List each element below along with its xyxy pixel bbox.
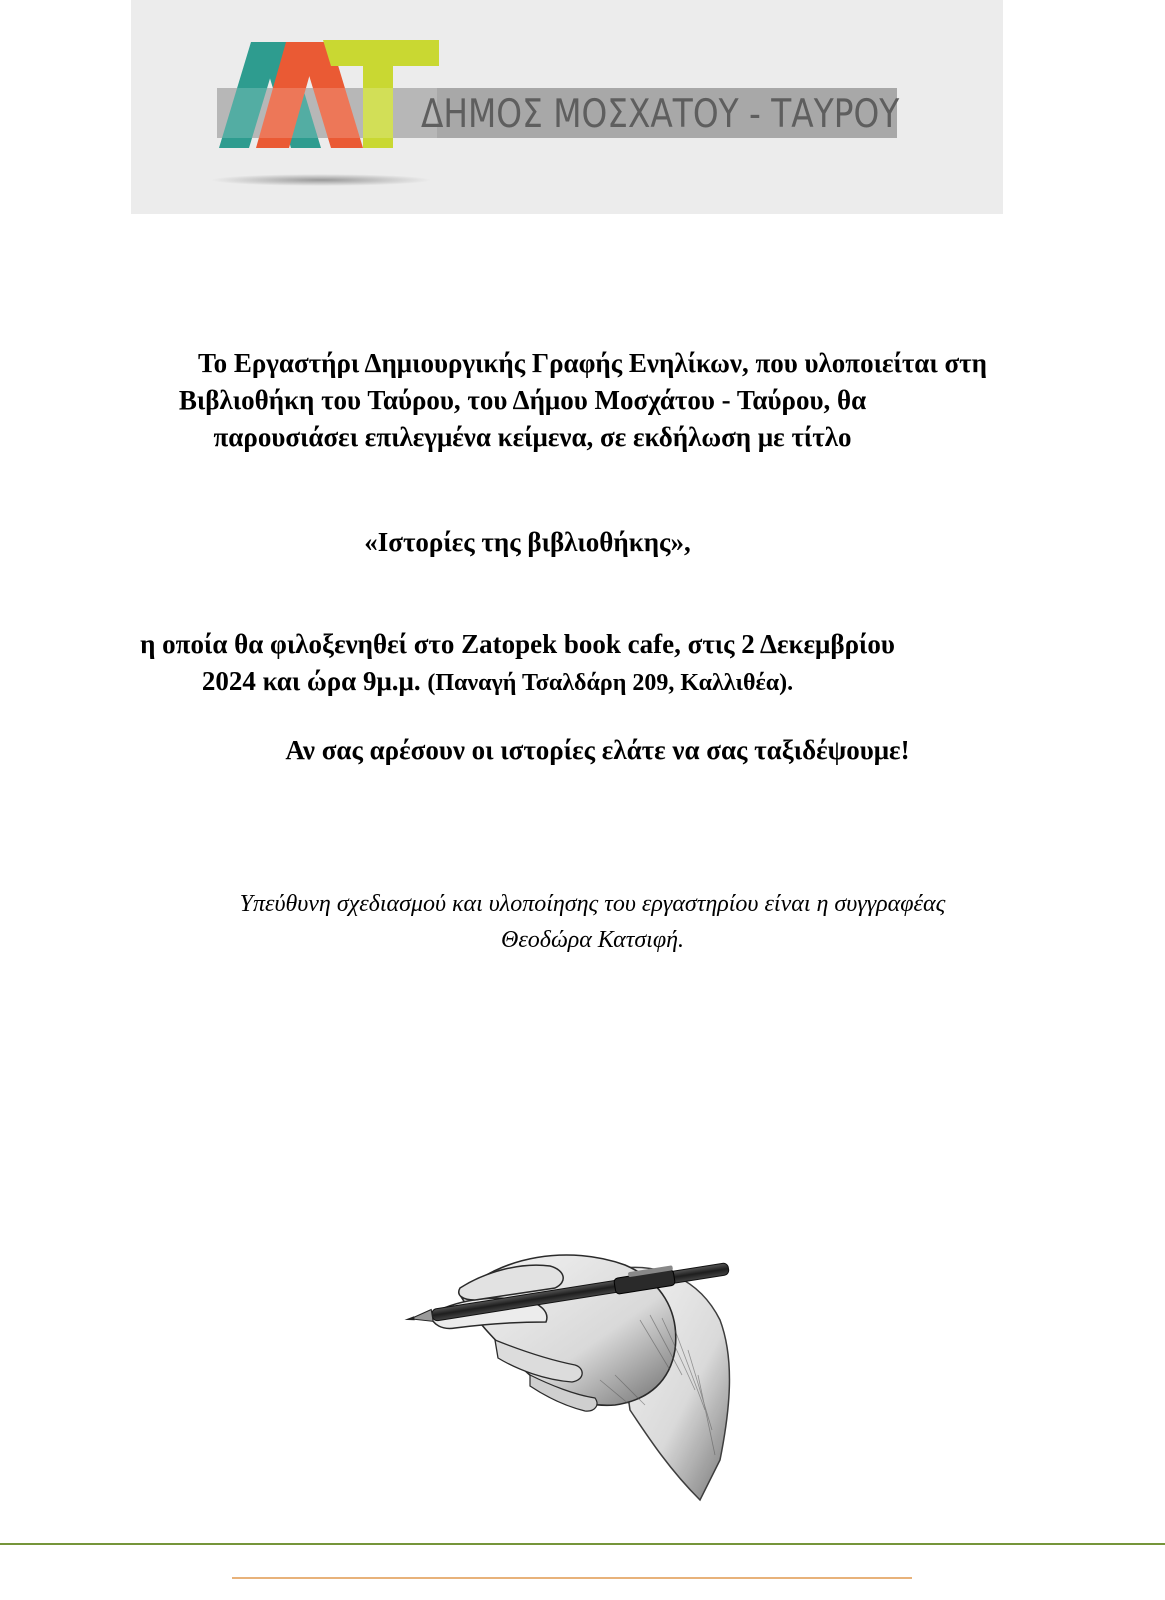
event-venue (0, 626, 1165, 702)
footer-rule-orange (232, 1577, 912, 1579)
intro-line-2: Βιβλιοθήκη του Ταύρου, του Δήμου Μοσχάτου - Ταύρου, θα (178, 385, 867, 415)
invitation-text: Αν σας αρέσουν οι ιστορίες ελάτε να σας ταξιδέψουμε! (285, 735, 910, 765)
event-title: «Ιστορίες της βιβλιοθήκης», (364, 527, 691, 557)
venue-line-2 (0, 663, 1165, 702)
venue-line-1: η οποία θα φιλοξενηθεί στο Zatopek book cafe, στις 2 Δεκεμβρίου (140, 629, 895, 659)
intro-line-3: παρουσιάσει επιλεγμένα κείμενα, σε εκδήλωση με τίτλο (213, 422, 852, 452)
event-address: (Παναγή Τσαλδάρη 209, Καλλιθέα). (427, 670, 794, 696)
municipality-logo (131, 0, 1003, 214)
intro-line-1: Το Εργαστήρι Δημιουργικής Γραφής Ενηλίκων, που υλοποιείται στη (198, 348, 987, 378)
hand-writing-illustration (400, 1200, 780, 1520)
footer-rule-green (0, 1543, 1165, 1545)
event-datetime: 2024 και ώρα 9μ.μ. (201, 666, 421, 696)
announcement-intro (0, 345, 1165, 456)
credit-line-1: Υπεύθυνη σχεδιασμού και υλοποίησης του εργαστηρίου είναι η συγγραφέας (239, 891, 946, 917)
credit-note (0, 886, 1165, 958)
logo-text: ΔΗΜΟΣ ΜΟΣΧΑΤΟΥ - ΤΑΥΡΟΥ (421, 92, 900, 137)
credit-author: Θεοδώρα Κατσιφή. (501, 927, 684, 953)
logo-shadow (211, 174, 431, 186)
hand-pen-icon (400, 1200, 780, 1520)
